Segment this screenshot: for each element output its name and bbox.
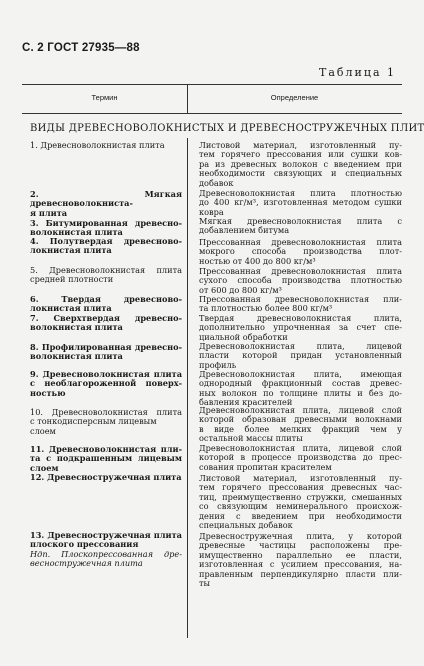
definition-3 — [199, 217, 402, 236]
definition-8 — [199, 342, 402, 370]
term-line: ностью — [30, 387, 66, 398]
def-line: сухого способа производства плотностью — [199, 275, 402, 286]
term-line: 9. Древесноволокнистая плита — [30, 369, 182, 379]
term-line: с тонкодисперсным лицевым слоем — [30, 416, 157, 436]
def-line: имущественно параллельно ее пласти, — [199, 549, 402, 560]
def-line: правленным перпендикулярно пласти пли- — [199, 568, 402, 579]
def-line: специальных добавок — [199, 520, 293, 531]
term-line: 11. Древесноволокнистая пли- — [30, 444, 182, 454]
term-note-line: весностружечная плита — [30, 558, 143, 569]
term-line: волокнистая плита — [30, 351, 123, 362]
def-line: со связующим неминерального происхож- — [199, 501, 402, 512]
term-7 — [30, 314, 182, 333]
definition-6 — [199, 295, 402, 314]
def-line: Мягкая древесноволокнистая плита с — [199, 216, 402, 226]
def-line: необходимости связующих и специальных — [199, 168, 402, 179]
definition-1 — [199, 141, 402, 188]
def-line: тем горячего прессования или сушки ков- — [199, 149, 402, 160]
def-line: Прессованная древесноволокнистая пли- — [199, 294, 402, 304]
def-line: Древесноволокнистая плита, имеющая — [199, 369, 402, 379]
def-line: Листовой материал, изготовленный пу- — [199, 473, 402, 483]
def-line: мокрого способа производства плот- — [199, 246, 402, 257]
def-line: циальной обработки — [199, 331, 288, 342]
term-line: 10. Древесноволокнистая плита — [30, 407, 182, 417]
def-line: пласти которой придан установленный — [199, 350, 402, 361]
def-line: Листовой материал, изготовленный пу- — [199, 140, 402, 150]
def-line: Древесностружечная плита, у которой — [199, 531, 402, 541]
term-column-header: Термин — [91, 93, 118, 102]
def-line: Прессованная древесноволокнистая плита — [199, 237, 402, 247]
def-line: ных волокон по толщине плиты и без до- — [199, 387, 402, 398]
term-line: 3. Битумированная древесно- — [30, 218, 182, 228]
definition-13 — [199, 532, 402, 588]
def-line: однородный фракционный состав древес- — [199, 378, 402, 389]
term-9 — [30, 370, 182, 398]
definition-12 — [199, 474, 402, 530]
definition-column-header: Определение — [270, 93, 319, 102]
term-line: локнистая плита — [30, 303, 112, 314]
def-line: в виде более мелких фракций чем у — [199, 423, 402, 434]
def-line: Прессованная древесноволокнистая плита — [199, 266, 402, 276]
term-line: с необлагороженной поверх- — [30, 378, 182, 389]
term-line: локнистая плита — [30, 245, 112, 256]
definition-11 — [199, 444, 402, 472]
term-12 — [30, 473, 182, 482]
term-1 — [30, 141, 182, 150]
def-line: добавлением битума — [199, 225, 290, 236]
term-line: 2. Мягкая древесноволокниста- — [30, 189, 182, 209]
term-10 — [30, 408, 182, 436]
term-line: 13. Древесностружечная плита — [30, 530, 182, 540]
definition-10 — [199, 406, 402, 444]
term-line: я плита — [30, 207, 68, 218]
def-line: до 400 кг/м³, изготовленная методом сушки — [199, 197, 402, 208]
term-line: 8. Профилированная древесно- — [30, 342, 182, 352]
term-line: 4. Полутвердая древесново- — [30, 236, 182, 246]
term-line: плоского прессования — [30, 539, 139, 550]
table-header-rule — [22, 113, 402, 114]
term-11 — [30, 445, 182, 473]
section-title: ВИДЫ ДРЕВЕСНОВОЛОКНИСТЫХ И ДРЕВЕСНОСТРУЖЕЧНЫХ ПЛИТ — [30, 123, 424, 134]
def-line: Твердая древесноволокнистая плита, — [199, 313, 402, 323]
page-header: С. 2 ГОСТ 27935—88 — [22, 42, 140, 54]
definition-5 — [199, 267, 402, 295]
def-line: от 600 до 800 кг/м³ — [199, 284, 282, 295]
term-line: та с подкрашенным лицевым — [30, 453, 182, 464]
term-8 — [30, 343, 182, 362]
def-line: дения с введением при необходимости — [199, 510, 402, 521]
def-line: которой в процессе производства до прес- — [199, 452, 402, 463]
term-13 — [30, 531, 182, 569]
term-line: 7. Сверхтвердая древесно- — [30, 313, 182, 323]
def-line: Древесноволокнистая плита плотностью — [199, 188, 402, 198]
term-3 — [30, 219, 182, 238]
term-line: 1. Древесноволокнистая плита — [30, 140, 165, 150]
def-line: профиль — [199, 359, 237, 370]
def-line: тем горячего прессования древесных час- — [199, 482, 402, 493]
column-divider-body — [187, 138, 188, 638]
term-6 — [30, 295, 182, 314]
def-line: которой образован древесными волокнами — [199, 414, 402, 425]
def-line: бавления красителей — [199, 397, 293, 408]
term-4 — [30, 237, 182, 256]
term-line: средней плотности — [30, 274, 114, 285]
def-line: дополнительно упрочненная за счет спе- — [199, 322, 402, 333]
term-line: 12. Древесностружечная плита — [30, 472, 182, 482]
def-line: та плотностью более 800 кг/м³ — [199, 303, 333, 314]
term-line: 5. Древесноволокнистая плита — [30, 265, 182, 275]
def-line: добавок — [199, 177, 234, 188]
def-line: остальной массы плиты — [199, 433, 303, 444]
def-line: ты — [199, 578, 211, 589]
def-line: Древесноволокнистая плита, лицевой слой — [199, 405, 402, 415]
def-line: ностью от 400 до 800 кг/м³ — [199, 255, 316, 266]
def-line: сования пропитан красителем — [199, 461, 332, 472]
definition-7 — [199, 314, 402, 342]
def-line: древесные частицы расположены пре- — [199, 540, 402, 551]
term-line: 6. Твердая древесново- — [30, 294, 182, 304]
def-line: ра из древесных волокон с введением при — [199, 158, 402, 169]
def-line: Древесноволокнистая плита, лицевой слой — [199, 443, 402, 453]
term-line: волокнистая плита — [30, 322, 123, 333]
term-2 — [30, 190, 182, 218]
definition-9 — [199, 370, 402, 408]
term-5 — [30, 266, 182, 285]
table-top-rule — [22, 84, 402, 85]
def-line: изготовленная с усилием прессования, на- — [199, 559, 402, 570]
definition-4 — [199, 238, 402, 266]
def-line: тиц, преимущественно стружки, смешанных — [199, 491, 402, 502]
def-line: Древесноволокнистая плита, лицевой — [199, 341, 402, 351]
def-line: ковра — [199, 206, 224, 217]
term-line: волокнистая плита — [30, 227, 123, 238]
term-line: слоем — [30, 462, 59, 473]
definition-2 — [199, 189, 402, 217]
table-caption: Таблица 1 — [319, 66, 396, 79]
term-note-line: Ндп. Плоскопрессованная дре- — [30, 548, 182, 559]
